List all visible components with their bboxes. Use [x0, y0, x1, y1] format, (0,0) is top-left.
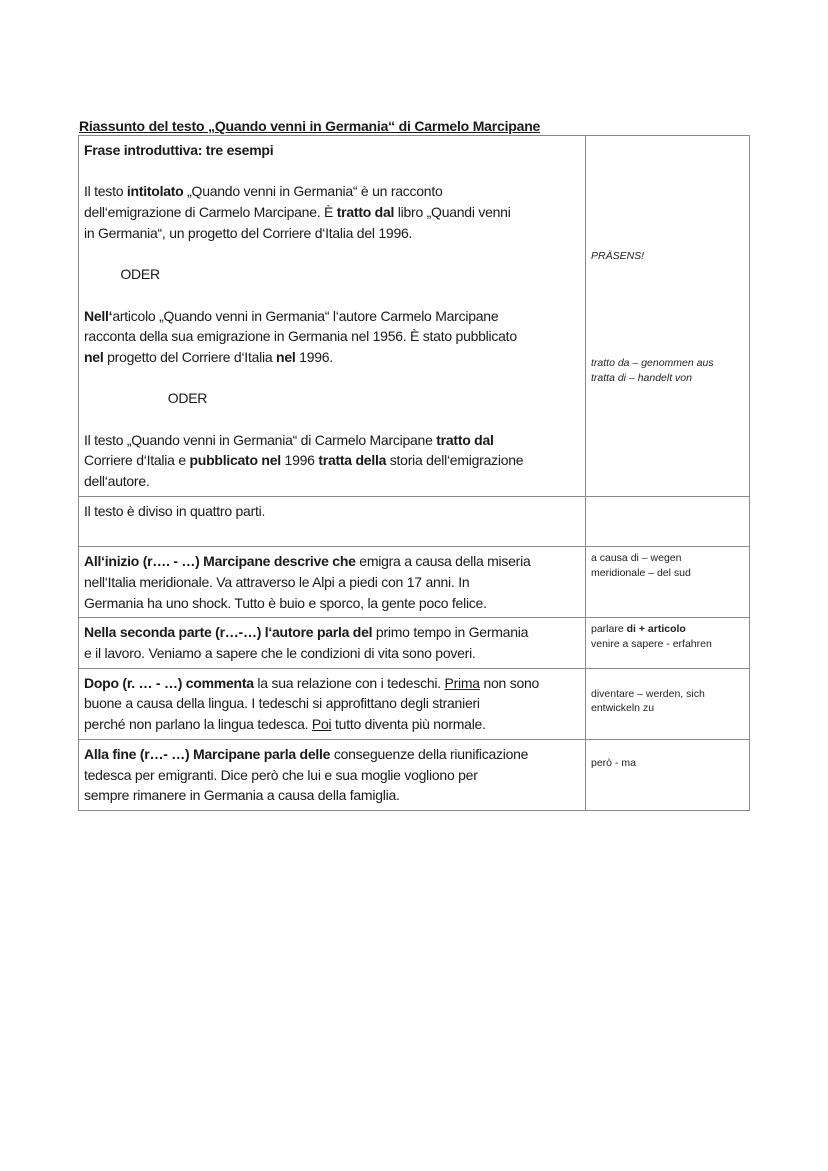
text-segment: Germania ha uno shock. Tutto è buio e sporco, la gente poco felice. [84, 594, 487, 611]
text-line [84, 785, 581, 806]
text-line [84, 522, 581, 543]
text-segment: dell‘autore. [84, 473, 150, 490]
notes-cell [586, 136, 750, 497]
text-segment: racconta della sua emigrazione in Germania nel 1956. È stato pubblicato [84, 328, 517, 345]
text-segment: Il testo „Quando venni in Germania“ di Carmelo Marcipane [84, 431, 437, 448]
text-segment: libro „Quandi venni [394, 204, 511, 221]
text-segment: progetto del Corriere d‘Italia [103, 348, 277, 365]
bold-text: tratto dal [436, 431, 494, 448]
table-row [79, 668, 750, 739]
text-segment: parlare [591, 623, 627, 636]
text-segment: tratta di – handelt von [591, 371, 692, 384]
notes-cell [586, 739, 750, 810]
text-line [84, 223, 581, 244]
text-segment: conseguenze della riunificazione [330, 745, 529, 762]
text-line [591, 756, 745, 771]
text-line [84, 501, 581, 522]
text-line [84, 161, 581, 182]
text-line [84, 285, 581, 306]
text-line [84, 244, 581, 265]
text-line [84, 693, 581, 714]
bold-text: Frase introduttiva: tre esempi [84, 142, 274, 158]
summary-cell [79, 668, 586, 739]
text-segment: emigra a causa della miseria [355, 553, 531, 570]
table-row [79, 496, 750, 546]
bold-text: Dopo (r. … - …) commenta [84, 674, 254, 691]
text-line [591, 701, 745, 716]
bold-text: All‘inizio (r…. - …) Marcipane descrive che [84, 553, 356, 570]
vocab-note [591, 687, 745, 716]
document-title: Riassunto del testo „Quando venni in Germania“ di Carmelo Marcipane [79, 118, 541, 134]
text-segment: meridionale – del sud [591, 566, 691, 579]
bold-text: tratto dal [336, 204, 395, 221]
text-line [84, 326, 581, 347]
text-segment: 1996. [295, 348, 333, 365]
text-segment: Il testo è diviso in quattro parti. [84, 502, 266, 519]
text-segment: venire a sapere - erfahren [591, 637, 712, 650]
text-segment: 1996 [280, 452, 319, 469]
text-segment: e il lavoro. Veniamo a sapere che le condizioni di vita sono poveri. [84, 645, 476, 662]
text-segment: a causa di – wegen [591, 552, 682, 565]
bold-text: nel [84, 348, 104, 365]
text-segment: primo tempo in Germania [372, 624, 529, 641]
vocab-note [591, 356, 714, 385]
text-segment: Il testo [84, 183, 127, 200]
text-line [591, 622, 745, 637]
text-line [84, 306, 581, 327]
text-line [84, 572, 581, 593]
text-segment: entwickeln zu [591, 702, 655, 715]
text-line [591, 371, 714, 386]
text-line [84, 593, 581, 614]
text-line [84, 140, 581, 161]
table-row [79, 618, 750, 668]
bold-text: tratta della [318, 452, 387, 469]
text-line [84, 714, 581, 735]
bold-text: Nella seconda parte (r…-…) l‘autore parla del [84, 624, 373, 641]
text-line [84, 765, 581, 786]
text-segment: buone a causa della lingua. I tedeschi si approfittano degli stranieri [84, 695, 480, 712]
table-row [79, 739, 750, 810]
table-row [79, 547, 750, 618]
text-line [84, 347, 581, 368]
text-line [84, 450, 581, 471]
text-segment: tratto da – genommen aus [591, 357, 714, 369]
summary-table [78, 135, 750, 811]
text-segment: articolo „Quando venni in Germania“ l‘autore Carmelo Marcipane [112, 307, 499, 324]
text-segment: in Germania“, un progetto del Corriere d‘Italia del 1996. [84, 224, 413, 241]
vocab-note [591, 622, 745, 651]
text-line [591, 551, 745, 566]
text-segment: nell‘Italia meridionale. Va attraverso le Alpi a piedi con 17 anni. In [84, 573, 470, 590]
text-segment: diventare – werden, sich [591, 687, 705, 700]
text-line [84, 388, 581, 409]
text-segment: tutto diventa più normale. [331, 716, 486, 733]
text-line [84, 622, 581, 643]
notes-cell [586, 496, 750, 546]
text-line [84, 368, 581, 389]
text-segment: ODER [84, 266, 160, 283]
underlined-text: Poi [311, 716, 332, 733]
summary-cell [79, 547, 586, 618]
bold-text: pubblicato nel [189, 452, 281, 469]
bold-text: Nell‘ [84, 307, 113, 324]
summary-cell [79, 739, 586, 810]
text-line [84, 551, 581, 572]
summary-cell [79, 136, 586, 497]
vocab-note [591, 249, 644, 264]
text-line [84, 181, 581, 202]
text-segment: perché non parlano la lingua tedesca. [84, 716, 312, 733]
text-line [84, 409, 581, 430]
bold-text: di + articolo [626, 623, 686, 636]
text-segment: Corriere d‘Italia e [84, 452, 190, 469]
bold-text: intitolato [126, 183, 184, 200]
text-line [591, 637, 745, 652]
text-line [591, 356, 714, 371]
text-line [591, 566, 745, 581]
underlined-text: Prima [444, 674, 480, 691]
summary-cell [79, 496, 586, 546]
text-line [84, 430, 581, 451]
text-line [84, 264, 581, 285]
text-segment: „Quando venni in Germania“ è un racconto [183, 183, 443, 200]
notes-cell [586, 547, 750, 618]
vocab-note [591, 551, 745, 580]
text-segment: la sua relazione con i tedeschi. [253, 674, 445, 691]
text-segment: non sono [479, 674, 540, 691]
text-line [84, 673, 581, 694]
table-row [79, 136, 750, 497]
vocab-note [591, 756, 745, 771]
text-segment: PRÄSENS! [591, 250, 645, 262]
bold-text: nel [276, 348, 296, 365]
text-line [84, 643, 581, 664]
text-line [591, 687, 745, 702]
text-segment: storia dell‘emigrazione [386, 452, 524, 469]
text-line [84, 471, 581, 492]
text-line [84, 744, 581, 765]
text-line [84, 202, 581, 223]
text-segment: dell‘emigrazione di Carmelo Marcipane. È [84, 204, 337, 221]
bold-text: Alla fine (r…- …) Marcipane parla delle [84, 745, 331, 762]
text-segment: sempre rimanere in Germania a causa della famiglia. [84, 787, 400, 804]
notes-cell [586, 668, 750, 739]
summary-cell [79, 618, 586, 668]
text-segment: però - ma [591, 756, 636, 769]
text-line [591, 249, 644, 264]
text-segment: ODER [84, 390, 208, 407]
text-segment: tedesca per emigranti. Dice però che lui e sua moglie vogliono per [84, 766, 478, 783]
notes-cell [586, 618, 750, 668]
